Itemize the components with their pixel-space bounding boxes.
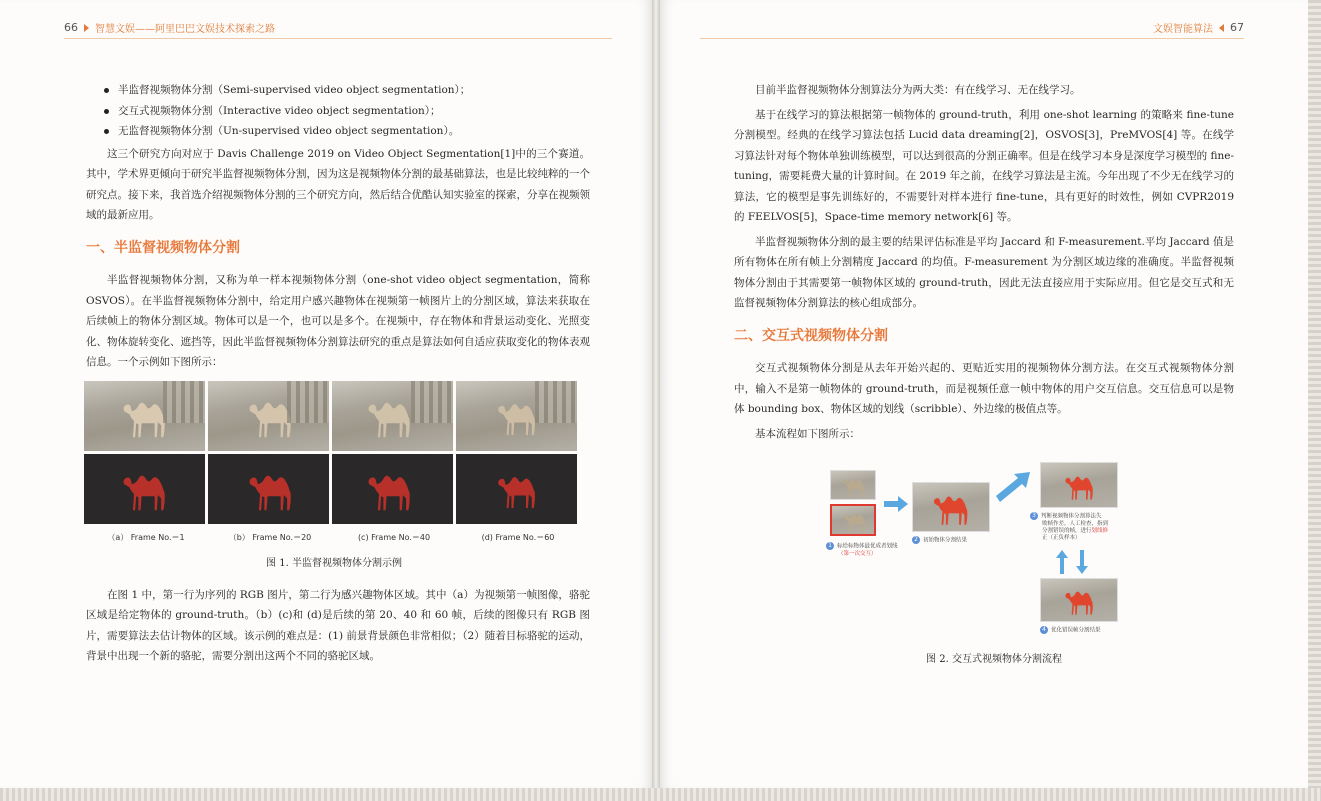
algorithm-categories-paragraph: 目前半监督视频物体分割算法分为两大类：有在线学习、无在线学习。 [755, 84, 1081, 96]
list-item: 无监督视频物体分割（Un-supervised video object segmentation）。 [104, 121, 590, 142]
frame-mask-1 [84, 454, 205, 524]
book-gutter [652, 0, 660, 788]
step-1-text: 标给标物体最优成者划线 [837, 543, 898, 550]
frame-caption: (d) Frame No.＝60 [481, 532, 555, 542]
arrow-right-icon [884, 496, 908, 512]
step-3-text-a: 判断视频物体分割算法失 [1041, 513, 1102, 520]
step-2-label [912, 536, 1002, 545]
header-rule-right [700, 38, 1244, 39]
step-3-label [1030, 512, 1130, 542]
frame-photo-40 [332, 381, 453, 451]
step-3-red-text: 划线修 [1091, 527, 1109, 534]
optimized-frame [1040, 578, 1118, 622]
figure-1 [84, 381, 584, 575]
intro-paragraph: 这三个研究方向对应于 Davis Challenge 2019 on Video Object Segmentation[1]中的三个赛道。其中，学术界更倾向于研究半监督视频物体分割，因为这是视频物体分割的最基础算法，也是比较纯粹的一个研究点。接下来，我首选介绍视频物体分割的三个研究方向，然后结合优酷认知实验室的探索，分享在视频领域的最新应用。 [86, 147, 590, 221]
page-number-right: 67 [1230, 21, 1244, 34]
arrow-up-down-icon [1056, 550, 1090, 574]
header-rule-left [64, 38, 612, 39]
figure-1-explanation: 在图 1 中，第一行为序列的 RGB 图片，第二行为感兴趣物体区域。其中（a）为视频第一帧图像，骆驼区域是给定物体的 ground-truth。（b）(c)和 (d)是后续的第 20、40 和 60 帧，后续的图像只有 RGB 图片，需要算法去估计物体的区域。该示例的难点是：(1) 前景背景颜色非常相似；（2）随着目标骆驼的运动，背景中出现一个新的骆驼，需要分割出这两个不同的骆驼区域。 [86, 588, 590, 662]
step-3-text-c: 分割错误的帧，进行 [1042, 527, 1092, 534]
flow-intro-paragraph: 基本流程如下图所示： [755, 427, 860, 440]
figure-2-flowchart [826, 462, 1126, 642]
evaluation-paragraph: 半监督视频物体分割的最主要的结果评估标准是平均 Jaccard 和 F-measurement.平均 Jaccard 值是所有物体在所有帧上分割精度 Jaccard 的均值。F-measurement 为分割区域边缘的准确度。半监督视频物体分割由于其需要第一帧物体区域的 ground-truth，因此无法直接应用于实际应用。但它是交互式和无监督视频物体分割算法的核心组成部分。 [734, 235, 1234, 309]
figure-1-caption: 图 1. 半监督视频物体分割示例 [266, 558, 402, 569]
failure-frame [1040, 462, 1118, 508]
page-number-left: 66 [64, 21, 78, 34]
list-item: 交互式视频物体分割（Interactive video object segmentation）； [104, 101, 590, 122]
frame-photo-20 [208, 381, 329, 451]
interactive-paragraph: 交互式视频物体分割是从去年开始兴起的、更贴近实用的视频物体分割方法。在交互式视频物体分割中，输入不是第一帧物体的 ground-truth，而是视频任意一帧中物体的用户交互信息。交互信息可以是物体 bounding box、物体区域的划线（scribble）、外边缘的极值点等。 [734, 362, 1234, 415]
frame-mask-20 [208, 454, 329, 524]
step-4-label [1040, 626, 1130, 635]
step-badge-icon: 1 [826, 542, 834, 550]
frame-mask-40 [332, 454, 453, 524]
page-stack-edge-bottom [0, 788, 1321, 801]
figure-2-caption: 图 2. 交互式视频物体分割流程 [926, 654, 1062, 665]
header-triangle-icon [1219, 24, 1224, 32]
input-frame-top [830, 470, 876, 500]
page-stack-edge-right [1308, 0, 1321, 801]
step-1-label [826, 542, 916, 558]
frame-photo-60 [456, 381, 577, 451]
semi-supervised-paragraph: 半监督视频物体分割，又称为单一样本视频物体分割（one-shot video object segmentation，简称 OSVOS）。在半监督视频物体分割中，给定用户感兴趣物体在视频第一帧图片上的分割区域，算法来获取在后续帧上的物体分割区域。物体可以是一个，也可以是多个。在视频中，存在物体和背景运动变化、光照变化、物体旋转变化、遮挡等，因此半监督视频物体分割算法研究的重点是算法如何自适应获取变化的物体表观信息。一个示例如下图所示： [86, 274, 590, 368]
input-frame-bbox [830, 504, 876, 536]
left-body [86, 80, 590, 671]
step-badge-icon: 2 [912, 536, 920, 544]
step-badge-icon: 3 [1030, 512, 1038, 520]
right-header [1153, 20, 1244, 35]
frame-caption: (c) Frame No.＝40 [357, 532, 431, 542]
step-3-text-d: 正（正负样本） [1042, 534, 1081, 541]
right-page [660, 0, 1308, 788]
right-body [734, 80, 1234, 671]
step-2-text: 初始物体分割结果 [923, 537, 968, 544]
step-badge-icon: 4 [1040, 626, 1048, 634]
header-triangle-icon [84, 24, 89, 32]
frame-caption: （b） Frame No.＝20 [228, 532, 312, 542]
initial-result-frame [912, 482, 990, 532]
section-heading-semi-supervised: 一、半监督视频物体分割 [86, 239, 240, 256]
online-learning-paragraph: 基于在线学习的算法根据第一帧物体的 ground-truth，利用 one-shot learning 的策略来 fine-tune 分割模型。经典的在线学习算法包括 Lucid data dreaming[2]，OSVOS[3]，PreMVOS[4] 等。在线学习算法针对每个物体单独训练模型，可以达到很高的分割正确率。但是在线学习本身是深度学习模型的 fine-tuning，需要耗费大量的计算时间。在 2019 年之前，在线学习算法是主流。今年出现了不少无在线学习的算法，它的模型是事先训练好的，不需要针对样本进行 fine-tune，具有更好的时效性，例如 CVPR2019 的 FEELVOS[5]，Space-time memory network[6] 等。 [734, 108, 1234, 223]
step-1-subtext: （第一次交互） [838, 550, 877, 557]
frame-mask-60 [456, 454, 577, 524]
step-3-text-b: 败帧作差，人工检查，指到 [1042, 520, 1109, 527]
frame-caption: （a） Frame No.＝1 [107, 532, 185, 542]
list-item: 半监督视频物体分割（Semi-supervised video object segmentation）； [104, 80, 590, 101]
section-heading-interactive: 二、交互式视频物体分割 [734, 327, 888, 344]
running-title-left: 智慧文娱——阿里巴巴文娱技术探索之路 [95, 24, 275, 35]
frame-photo-1 [84, 381, 205, 451]
left-page [0, 0, 652, 788]
arrow-up-right-icon [996, 472, 1032, 502]
running-title-right: 文娱智能算法 [1153, 24, 1213, 35]
left-header [64, 20, 275, 35]
step-4-text: 优化错误帧分割结果 [1051, 627, 1101, 634]
direction-list [104, 80, 590, 142]
